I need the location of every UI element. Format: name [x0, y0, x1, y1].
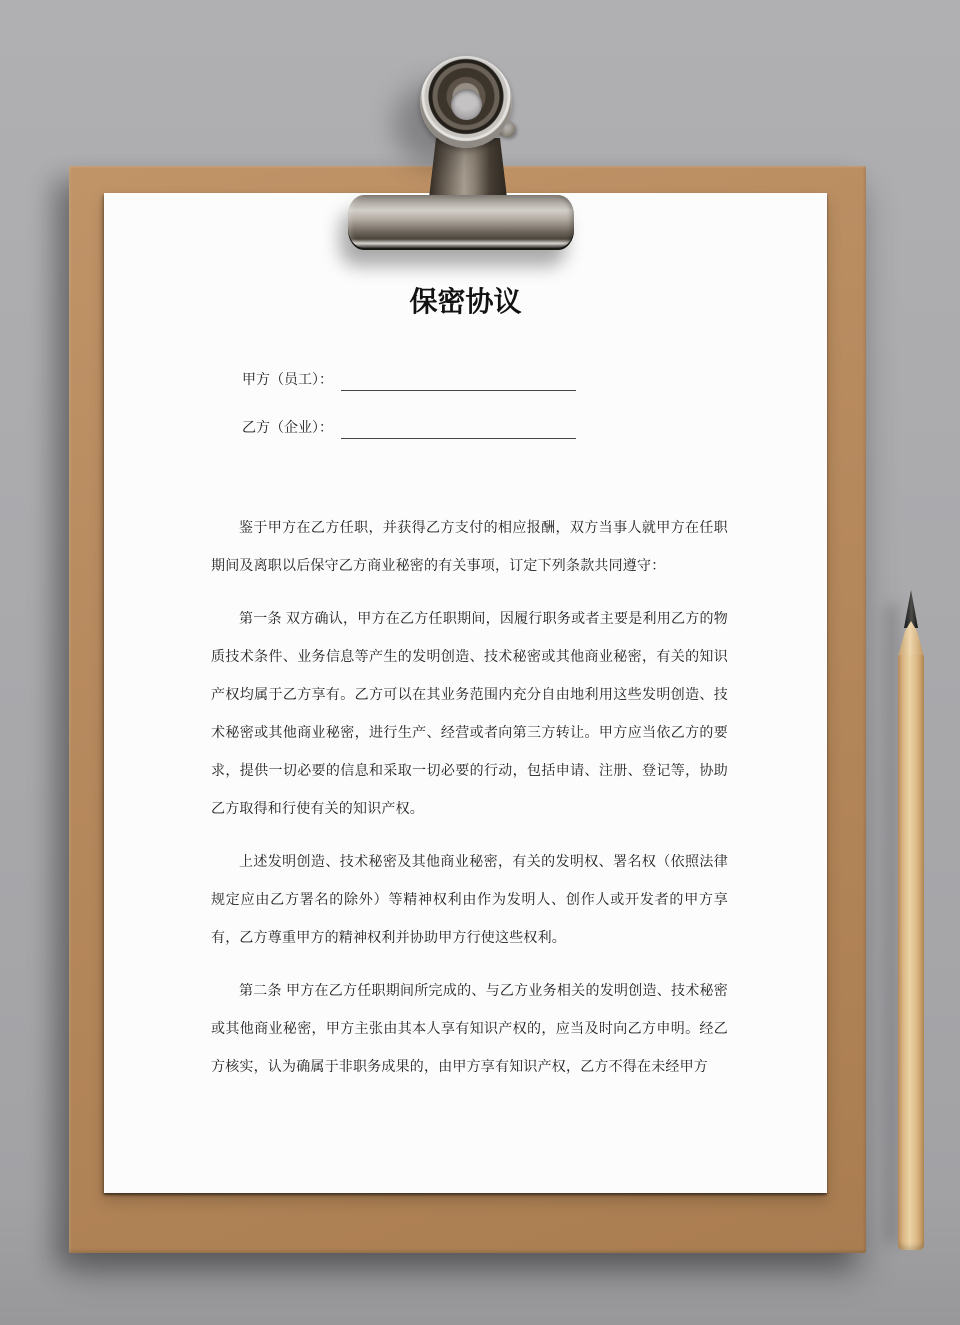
pencil-shadow [886, 604, 898, 1244]
paragraph-article-2: 第二条 甲方在乙方任职期间所完成的、与乙方业务相关的发明创造、技术秘密或其他商业秘密，甲方主张由其本人享有知识产权的，应当及时向乙方申明。经乙方核实，认为确属于非职务成果的，由甲方享有知识产权，乙方不得在未经甲方 [211, 982, 728, 1074]
paragraph-article-1: 第一条 双方确认，甲方在乙方任职期间，因履行职务或者主要是利用乙方的物质技术条件、业务信息等产生的发明创造、技术秘密或其他商业秘密，有关的知识产权均属于乙方享有。乙方可以在其业务范围内充分自由地利用这些发明创造、技术秘密或其他商业秘密，进行生产、经营或者向第三方转让。甲方应当依乙方的要求，提供一切必要的信息和采取一切必要的行动，包括申请、注册、登记等，协助乙方取得和行使有关的知识产权。 [211, 610, 728, 816]
party-a-signature-line [341, 375, 576, 391]
document-body [211, 508, 728, 1085]
party-b-signature-line [341, 423, 576, 439]
party-a-field [242, 370, 576, 391]
party-b-field [242, 418, 576, 439]
binder-clip-ring-hole [451, 89, 482, 120]
document-title: 保密协议 [409, 286, 522, 317]
party-b-label: 乙方（企业）： [242, 419, 333, 435]
pencil-sharpened-cone [898, 621, 924, 657]
pencil-body [898, 655, 924, 1250]
paragraph-preamble: 鉴于甲方在乙方任职，并获得乙方支付的相应报酬，双方当事人就甲方在任职期间及离职以后保守乙方商业秘密的有关事项，订定下列条款共同遵守： [211, 519, 728, 573]
document-page [104, 193, 827, 1193]
binder-clip-jaw [348, 195, 574, 250]
pencil [884, 590, 944, 1255]
party-a-label: 甲方（员工）： [242, 371, 333, 387]
paragraph-article-1-continued: 上述发明创造、技术秘密及其他商业秘密，有关的发明权、署名权（依照法律规定应由乙方署名的除外）等精神权利由作为发明人、创作人或开发者的甲方享有，乙方尊重甲方的精神权利并协助甲方行使这些权利。 [211, 853, 728, 945]
